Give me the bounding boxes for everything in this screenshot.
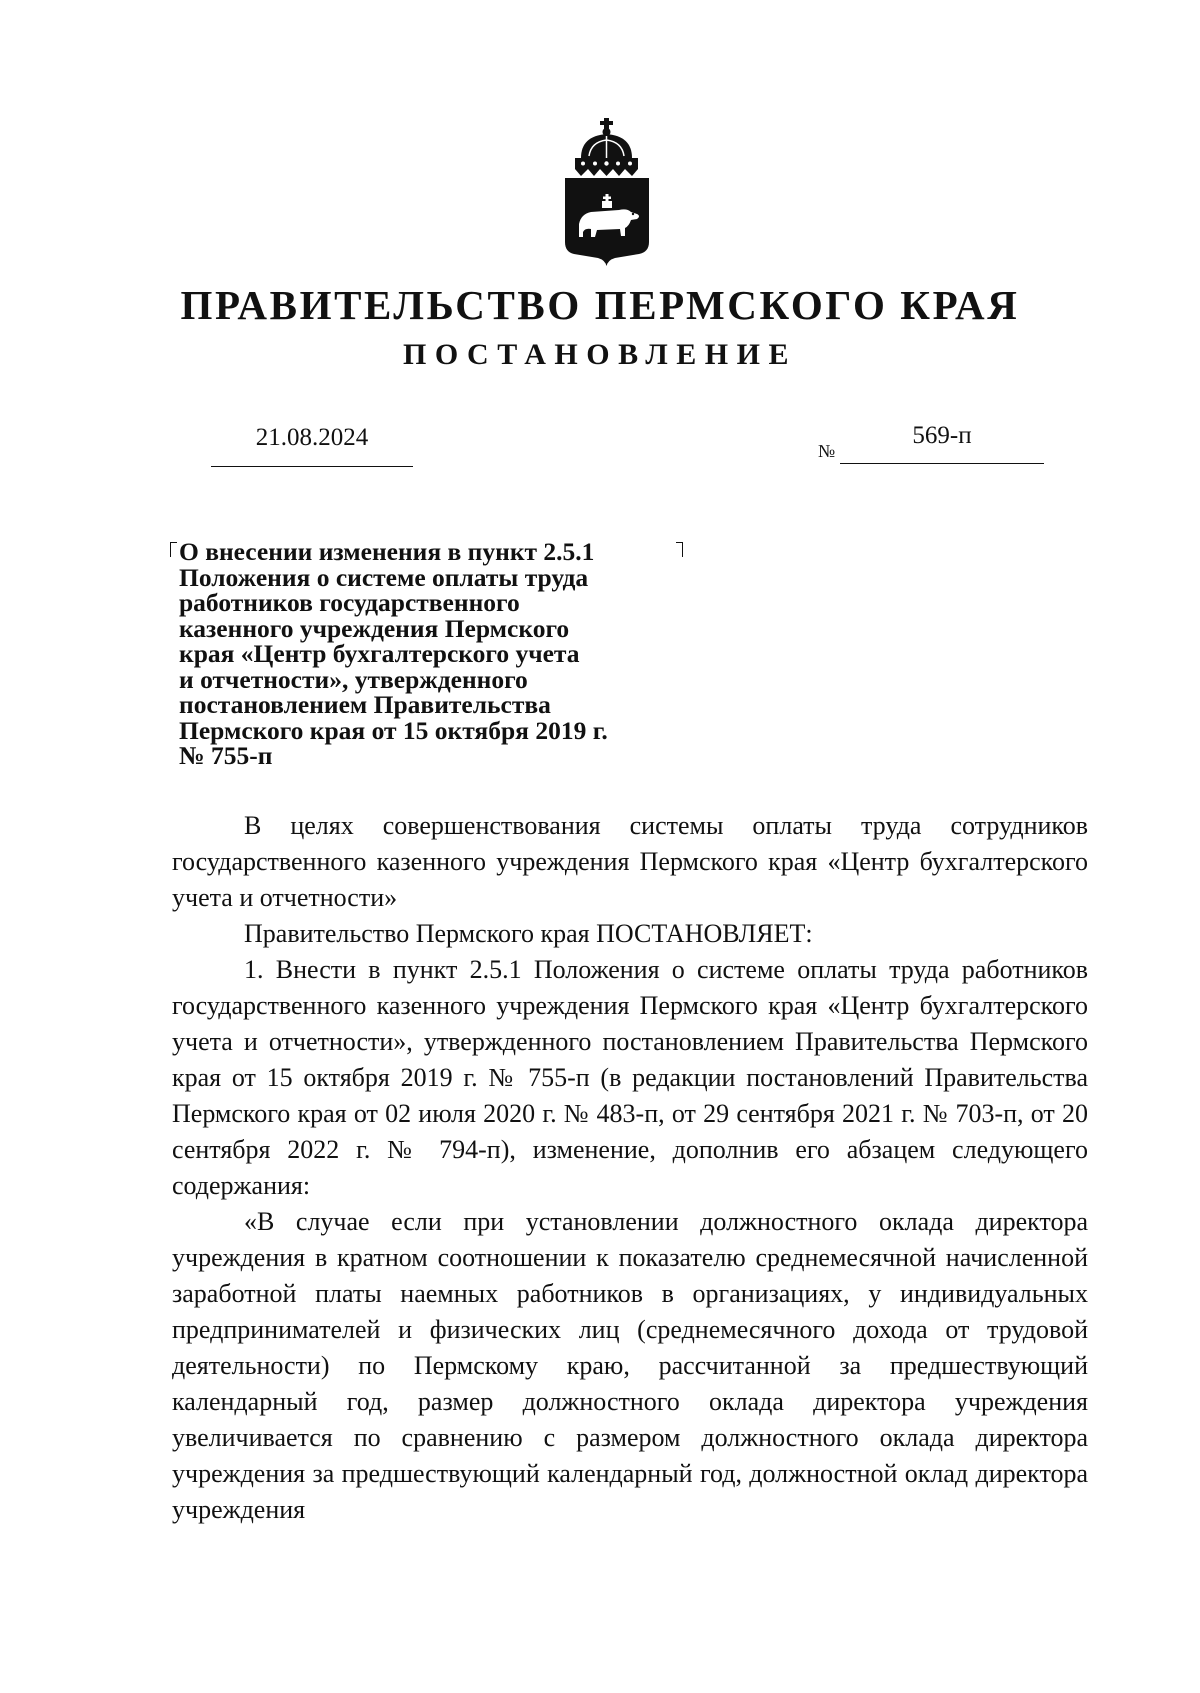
number-underline: [840, 463, 1044, 464]
organization-title: ПРАВИТЕЛЬСТВО ПЕРМСКОГО КРАЯ: [180, 282, 1020, 328]
decree-paragraph: Правительство Пермского края ПОСТАНОВЛЯЕТ:: [244, 919, 813, 948]
coat-of-arms-emblem: [561, 118, 653, 266]
title-line: постановлением Правительства: [179, 690, 551, 719]
title-line: работников государственного: [179, 588, 520, 617]
document-date-field: [211, 420, 413, 467]
title-line: О внесении изменения в пункт 2.5.1: [179, 537, 595, 566]
quoted-amendment-paragraph: «В случае если при установлении должностного оклада директора учреждения в кратном соотношении к показателю среднемесячной начисленной заработной платы наемных работников в организациях, у индивидуальных предпринимателей и физических лиц (среднемесячного дохода от трудовой деятельности) по Пермскому краю, рассчитанной за предшествующий календарный год, размер должностного оклада директора учреждения увеличивается по сравнению с размером должностного оклада директора учреждения за предшествующий календарный год, должностной оклад директора учреждения: [172, 1207, 1088, 1524]
title-line: Пермского края от 15 октября 2019 г.: [179, 715, 608, 745]
title-line: края «Центр бухгалтерского учета: [179, 639, 580, 668]
document-date: 21.08.2024: [255, 424, 369, 451]
preamble-paragraph: В целях совершенствования системы оплаты труда сотрудников государственного казенного учреждения Пермского края «Центр бухгалтерского учета и отчетности»: [172, 811, 1088, 912]
document-number-field: [818, 418, 1044, 464]
document-number: 569-п: [912, 422, 972, 449]
title-line: и отчетности», утвержденного: [179, 664, 528, 694]
item-1-paragraph: 1. Внести в пункт 2.5.1 Положения о системе оплаты труда работников государственного казенного учреждения Пермского края «Центр бухгалтерского учета и отчетности», утвержденного постановлением Правительства Пермского края от 15 октября 2019 г. № 755-п (в редакции постановлений Правительства Пермского края от 02 июля 2020 г. № 483-п, от 29 сентября 2021 г. № 703-п, от 20 сентября 2022 г. № 794-п), изменение, дополнив его абзацем следующего содержания:: [172, 955, 1088, 1200]
title-line: казенного учреждения Пермского: [179, 613, 570, 643]
document-type-heading: ПОСТАНОВЛЕНИЕ: [403, 338, 797, 371]
title-line: Положения о системе оплаты труда: [179, 562, 589, 592]
title-line: № 755-п: [179, 741, 273, 770]
document-body: [172, 808, 1088, 1528]
number-sign: №: [818, 441, 836, 461]
title-corner-mark-left: [170, 542, 177, 557]
document-title: [179, 539, 699, 769]
